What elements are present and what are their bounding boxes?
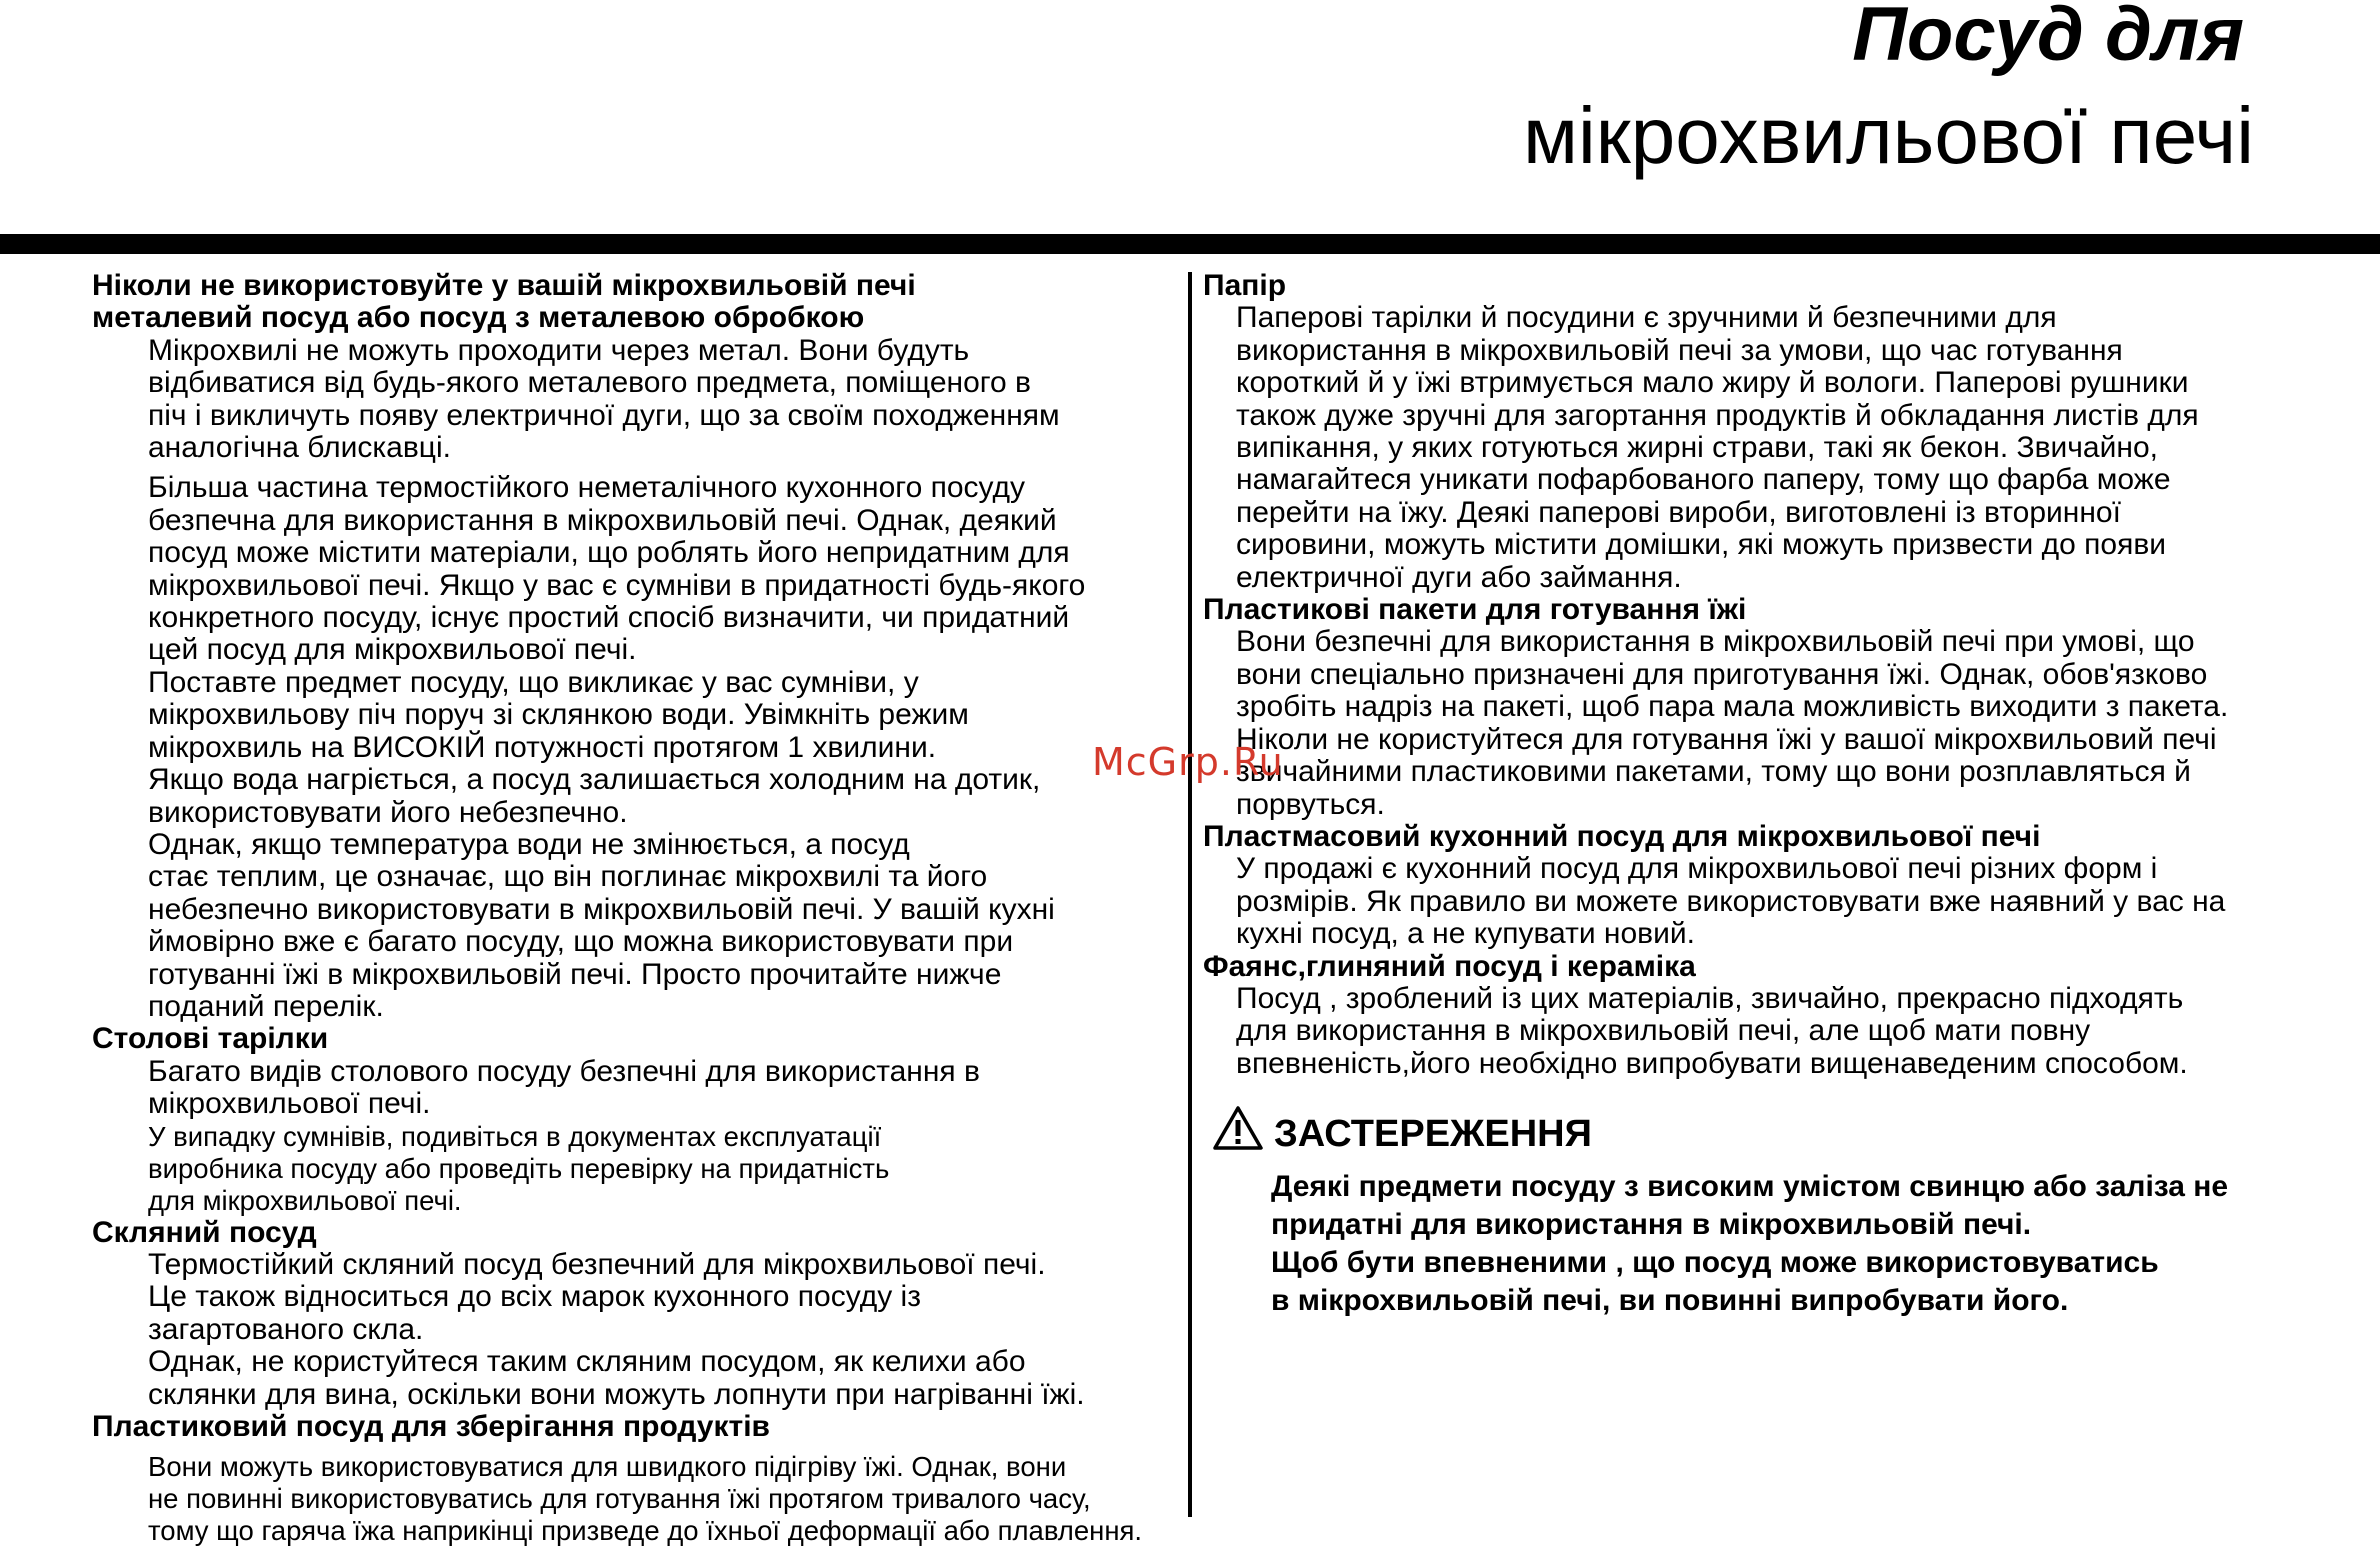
metal-heading: Ніколи не використовуйте у вашій мікрохвильовій печі металевий посуд або посуд з металевою обробкою: [92, 269, 916, 335]
watermark: McGrp.Ru: [1092, 740, 1284, 784]
tableware-heading: Столові тарілки: [92, 1022, 329, 1056]
glass-heading: Скляний посуд: [92, 1215, 317, 1249]
storage-paragraph-1: Вони можуть використовуватися для швидкого підігріву їжі. Однак, вони не повинні використовуватись для готування їжі протягом тривалого часу, тому що гаряча їжа наприкінці призведе до їхньої деформації або плавлення.: [148, 1451, 1143, 1547]
metal-paragraph-1: Мікрохвилі не можуть проходити через метал. Вони будуть відбиватися від будь-якого металевого предмета, поміщеного в піч і викличуть появу електричної дуги, що за своїм походженням аналогічна блискавці.: [148, 333, 1060, 465]
page-subtitle: мікрохвильової печі: [1522, 91, 2254, 180]
paper-heading: Папір: [1203, 269, 1287, 302]
storage-heading: Пластиковий посуд для зберігання продуктів: [92, 1410, 770, 1443]
bags-paragraph: Вони безпечні для використання в мікрохвильовій печі при умові, що вони спеціально призначені для приготування їжі. Однак, обов'язково зробіть надріз на пакеті, щоб пара мала можливість виходити з пакета. Ніколи не користуйтеся для готування їжі у вашої мікрохвильовий печі звичайними пластиковими пакетами, тому що вони розплавляться й порвуться.: [1236, 625, 2229, 821]
right-column: [1203, 270, 2303, 1080]
header-rule: [0, 234, 2380, 254]
warning-title: ЗАСТЕРЕЖЕННЯ: [1274, 1112, 1592, 1155]
metal-paragraph-4: Якщо вода нагріється, а посуд залишається холодним на дотик, використовувати його небезпечно.: [148, 763, 1041, 829]
left-column: [92, 270, 1177, 1547]
warning-text: Деякі предмети посуду з високим умістом свинцю або заліза не придатні для використання в мікрохвильовій печі. Щоб бути впевненими , що посуд може використовуватись в мікрохвильовій печі, ви повинні випробувати його.: [1271, 1170, 2229, 1317]
warning-box: [1212, 1105, 2362, 1320]
warning-header: [1212, 1105, 2362, 1162]
paper-paragraph: Паперові тарілки й посудини є зручними й безпечними для використання в мікрохвильовій печі за умови, що час готування короткий й у їжі втримується мало жиру й вологи. Паперові рушники також дуже зручні для загортання продуктів й обкладання листів для випікання, у яких готуються жирні страви, такі як бекон. Звичайно, намагайтеся уникати пофарбованого паперу, тому що фарба може перейти на їжу. Деякі паперові вироби, виготовлені із вторинної сировини, можуть містити домішки, які можуть призвести до появи електричної дуги або займання.: [1236, 301, 2199, 594]
ceramic-heading: Фаянс,глиняний посуд і кераміка: [1203, 949, 1696, 983]
glass-paragraph-2: Однак, не користуйтеся таким скляним посудом, як келихи або склянки для вина, оскільки вони можуть лопнути при нагріванні їжі.: [148, 1345, 1085, 1411]
metal-paragraph-2: Більша частина термостійкого неметалічного кухонного посуду безпечна для використання в мікрохвильовій печі. Однак, деякий посуд може містити матеріали, що роблять його непридатним для мікрохвильової печі. Якщо у вас є сумніви в придатності будь-якого конкретного посуду, існує простий спосіб визначити, чи придатний цей посуд для мікрохвильової печі.: [148, 471, 1086, 667]
tableware-paragraph-2: У випадку сумнівів, подивіться в документах експлуатації виробника посуду або проведіть перевірку на придатність для мікрохвильової печі.: [148, 1120, 890, 1216]
plastic-paragraph: У продажі є кухонний посуд для мікрохвильової печі різних форм і розмірів. Як правило ви можете використовувати вже наявний у вас на кухні посуд, а не купувати новий.: [1236, 852, 2226, 951]
plastic-heading: Пластмасовий кухонний посуд для мікрохвильової печі: [1203, 819, 2041, 853]
ceramic-paragraph: Посуд , зроблений із цих матеріалів, звичайно, прекрасно підходять для використання в мікрохвильовій печі, але щоб мати повну впевненість,його необхідно випробувати вищенаведеним способом.: [1236, 981, 2188, 1080]
glass-paragraph-1: Термостійкий скляний посуд безпечний для мікрохвильової печі. Це також відноситься до всіх марок кухонного посуду із загартованого скла.: [148, 1247, 1046, 1346]
bags-heading: Пластикові пакети для готування їжі: [1203, 593, 1747, 627]
column-divider: [1188, 272, 1192, 1517]
metal-paragraph-3: Поставте предмет посуду, що викликає у вас сумніви, у мікрохвильову піч поруч зі склянкою води. Увімкніть режим мікрохвиль на ВИСОКІЙ потужності протягом 1 хвилини.: [148, 665, 969, 764]
metal-paragraph-5: Однак, якщо температура води не змінюється, а посуд стає теплим, це означає, що він поглинає мікрохвилі та його небезпечно використовувати в мікрохвильовій печі. У вашій кухні ймовірно вже є багато посуду, що можна використовувати при готуванні їжі в мікрохвильовій печі. Просто прочитайте нижче поданий перелік.: [148, 827, 1055, 1023]
warning-triangle-icon: [1212, 1105, 1264, 1162]
tableware-paragraph-1: Багато видів столового посуду безпечні для використання в мікрохвильової печі.: [148, 1054, 980, 1121]
page-title: Посуд для: [1852, 0, 2244, 77]
